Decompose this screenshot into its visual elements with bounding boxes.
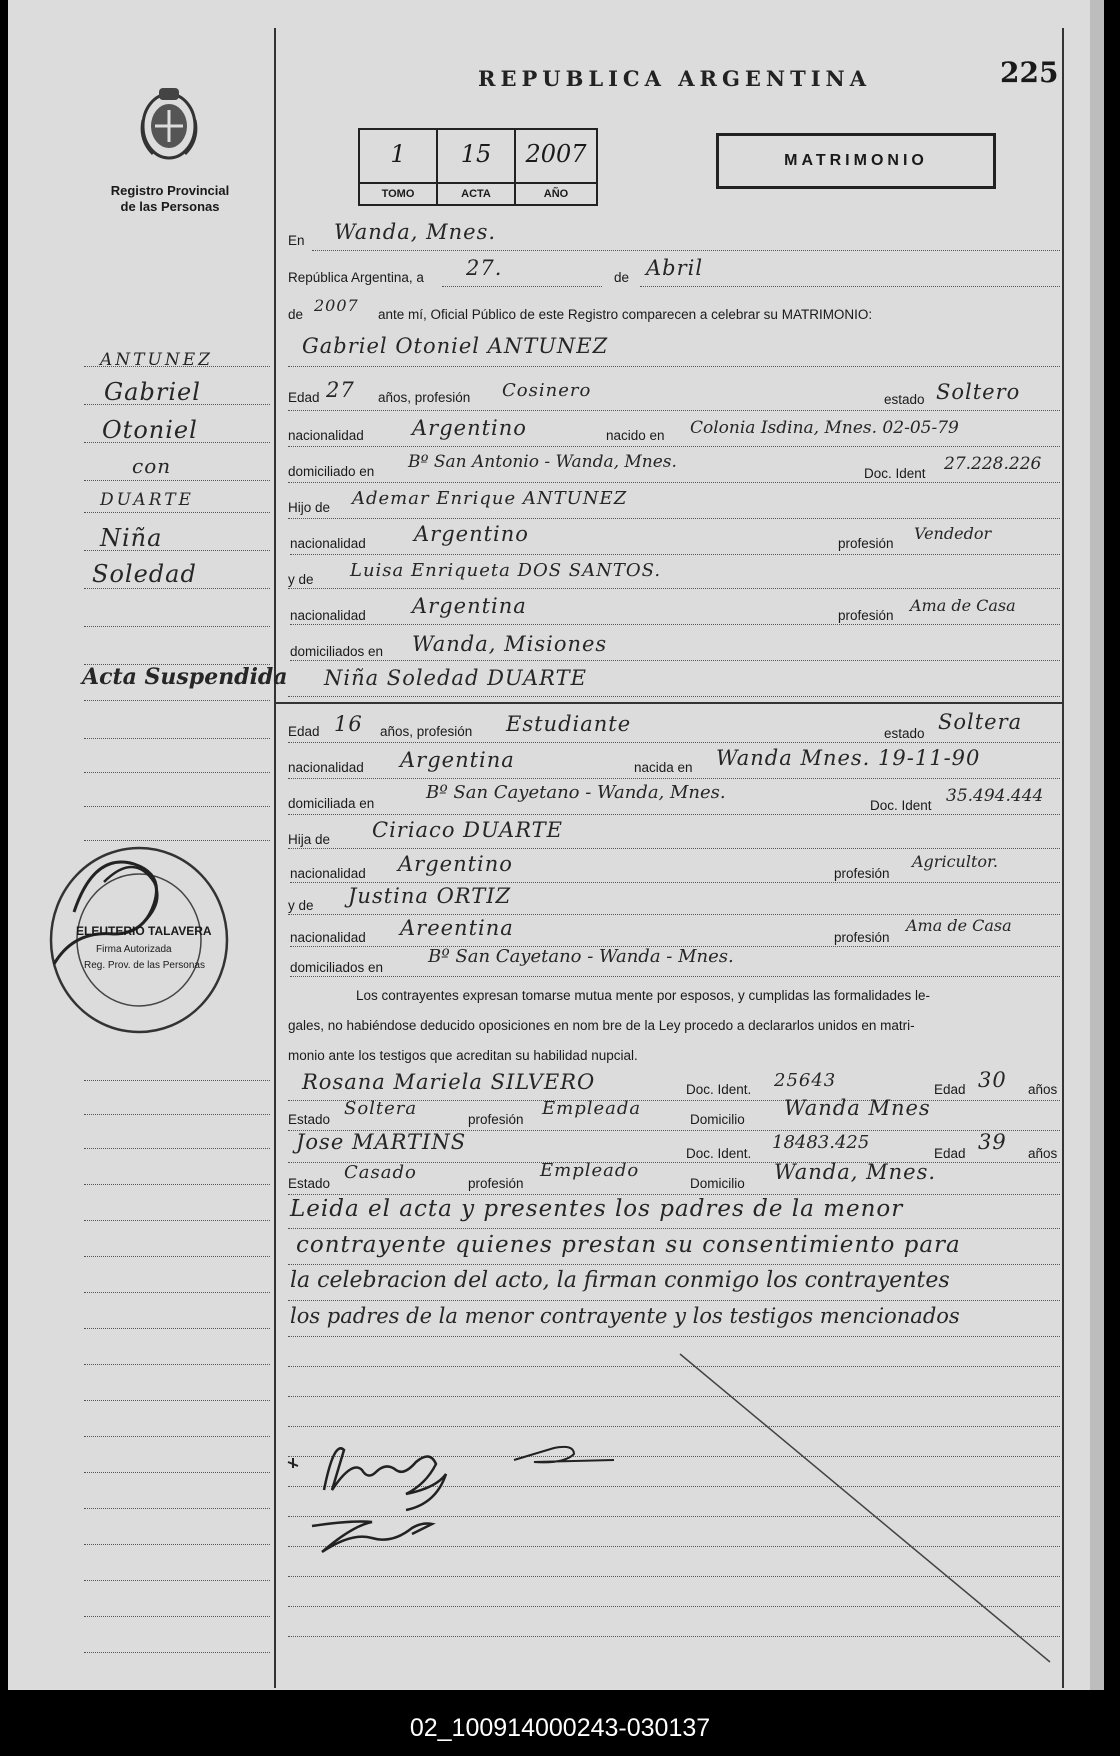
groom-parents-domicile: Wanda, Misiones [412, 632, 608, 656]
cancel-diagonal-line [670, 1350, 1070, 1670]
bride-father-prof-label: profesión [834, 866, 890, 881]
tomo-cell [360, 130, 438, 204]
declaration-line3: monio ante los testigos que acreditan su habilidad nupcial. [288, 1048, 638, 1063]
dotted-line [288, 1194, 1060, 1195]
margin-dotted-line [84, 1148, 270, 1149]
margin-dotted-line [84, 700, 270, 701]
groom-domicile: Bº San Antonio - Wanda, Mnes. [408, 452, 677, 472]
bride-domicile: Bº San Cayetano - Wanda, Mnes. [426, 782, 726, 803]
margin-dotted-line [84, 1364, 270, 1365]
witness1-doc-label: Doc. Ident. [686, 1082, 752, 1097]
bride-nationality: Argentina [400, 748, 515, 772]
bride-parents-dom-label: domiciliados en [290, 960, 384, 975]
dotted-line [640, 286, 1060, 287]
margin-dotted-line [84, 1436, 270, 1437]
margin-dotted-line [84, 738, 270, 739]
witness2-age: 39 [978, 1130, 1007, 1154]
year-value: 2007 [314, 296, 359, 315]
bride-mother: Justina ORTIZ [348, 884, 512, 908]
margin-dotted-line [84, 1080, 270, 1081]
dotted-line [290, 624, 1060, 625]
father-nac-label: nacionalidad [290, 536, 366, 551]
bride-profession: Estudiante [506, 712, 632, 736]
margin-line2: Gabriel [104, 378, 201, 406]
closing-line4: los padres de la menor contrayente y los testigos mencionados [290, 1304, 960, 1328]
official-seal-icon [44, 842, 234, 1038]
bride-anos-profesion-label: años, profesión [380, 724, 473, 739]
declaration-line2: gales, no habiéndose deducido oposiciones en nom bre de la Ley procedo a declararlos unidos en matri- [288, 1018, 915, 1033]
margin-line5: DUARTE [100, 490, 194, 510]
mother-nac-label: nacionalidad [290, 608, 366, 623]
witness2-edad-label: Edad [934, 1146, 966, 1161]
dotted-line [288, 1264, 1060, 1265]
dotted-line [288, 814, 1060, 815]
dotted-line [290, 660, 1060, 661]
margin-line4: con [132, 454, 172, 478]
groom-mother-profession: Ama de Casa [910, 596, 1016, 615]
margin-dotted-line [84, 1544, 270, 1545]
acta-label: ACTA [438, 182, 514, 204]
ano-cell [516, 130, 596, 204]
margin-dotted-line [84, 1292, 270, 1293]
margin-line1: ANTUNEZ [100, 350, 213, 370]
witness2-estado: Casado [344, 1162, 417, 1183]
dotted-line [288, 848, 1060, 849]
bride-yde-label: y de [288, 898, 314, 913]
tomo-value: 1 [390, 140, 406, 168]
witness2-doc-label: Doc. Ident. [686, 1146, 752, 1161]
bride-edad-label: Edad [288, 724, 320, 739]
registry-line1: Registro Provincial [110, 183, 230, 198]
dotted-line [288, 1336, 1060, 1337]
closing-line3: la celebracion del acto, la firman conmigo los contrayentes [290, 1268, 950, 1293]
domiciliado-label: domiciliado en [288, 464, 375, 479]
groom-doc: 27.228.226 [944, 454, 1042, 474]
dotted-line [288, 696, 1060, 697]
bride-doc-label: Doc. Ident [870, 798, 932, 813]
margin-line6: Niña [100, 524, 163, 552]
margin-dotted-line [84, 1508, 270, 1509]
margin-dotted-line [84, 1184, 270, 1185]
scan-id: 02_100914000243-030137 [409, 1714, 711, 1742]
witness1-estado: Soltera [344, 1098, 418, 1119]
witness1-age: 30 [978, 1068, 1007, 1092]
page-edge [1090, 0, 1104, 1690]
groom-name: Gabriel Otoniel ANTUNEZ [302, 334, 609, 358]
page-number: 225 [1000, 56, 1059, 89]
closing-line2: contrayente quienes prestan su consentimiento para [296, 1232, 961, 1258]
witness1-estado-label: Estado [288, 1112, 331, 1127]
groom-age: 27 [326, 378, 355, 402]
closing-line1: Leida el acta y presentes los padres de la menor [290, 1196, 904, 1222]
groom-estado: Soltero [936, 380, 1021, 404]
nacionalidad-label: nacionalidad [288, 428, 364, 443]
dotted-line [288, 1300, 1060, 1301]
witness2-doc: 18483.425 [772, 1132, 870, 1153]
dotted-line [290, 554, 1060, 555]
groom-father-nationality: Argentino [414, 522, 529, 546]
witness1-domicile: Wanda Mnes [784, 1096, 931, 1120]
groom-mother: Luisa Enriqueta DOS SANTOS. [350, 560, 662, 581]
dotted-line [288, 1228, 1060, 1229]
father-prof-label: profesión [838, 536, 894, 551]
margin-note: Acta Suspendida [82, 664, 288, 690]
coat-of-arms-icon [137, 80, 201, 162]
signature-icon [284, 1430, 644, 1570]
seal-name: ELEUTERIO TALAVERA [76, 924, 212, 938]
seal-line3: Reg. Prov. de las Personas [84, 960, 205, 971]
dotted-line [290, 882, 1060, 883]
dotted-line [288, 588, 1060, 589]
dotted-line [312, 250, 1060, 251]
section-divider [276, 702, 1062, 704]
de-label: de [614, 270, 630, 285]
witness2-name: Jose MARTINS [296, 1130, 467, 1154]
dotted-line [288, 446, 1060, 447]
en-label: En [288, 233, 305, 248]
margin-line7: Soledad [92, 560, 197, 588]
anos-profesion-label: años, profesión [378, 390, 471, 405]
bride-age: 16 [334, 712, 363, 736]
margin-dotted-line [84, 1256, 270, 1257]
margin-dotted-line [84, 772, 270, 773]
bride-doc: 35.494.444 [946, 786, 1044, 806]
witness1-edad-label: Edad [934, 1082, 966, 1097]
dotted-line [288, 410, 1060, 411]
margin-dotted-line [84, 1220, 270, 1221]
doc-label: Doc. Ident [864, 466, 926, 481]
record-number-box [358, 128, 598, 206]
mother-prof-label: profesión [838, 608, 894, 623]
record-type: MATRIMONIO [716, 133, 996, 189]
registry-name [100, 183, 240, 215]
seal-line2: Firma Autorizada [96, 944, 172, 955]
groom-profession: Cosinero [502, 380, 592, 401]
witness2-prof-label: profesión [468, 1176, 524, 1191]
margin-dotted-line [84, 626, 270, 627]
witness1-dom-label: Domicilio [690, 1112, 745, 1127]
dotted-line [288, 518, 1060, 519]
estado-label: estado [884, 392, 925, 407]
margin-dotted-line [84, 1472, 270, 1473]
bride-mother-prof-label: profesión [834, 930, 890, 945]
margin-dotted-line [84, 588, 270, 589]
dotted-line [288, 914, 1060, 915]
groom-father: Ademar Enrique ANTUNEZ [352, 488, 628, 509]
hija-label: Hija de [288, 832, 331, 847]
witness2-profession: Empleado [540, 1160, 640, 1181]
declaration-line1: Los contrayentes expresan tomarse mutua mente por esposos, y cumplidas las formalidades le- [356, 988, 931, 1003]
acta-value: 15 [460, 140, 492, 168]
bride-birth: Wanda Mnes. 19-11-90 [716, 746, 981, 770]
margin-dotted-line [84, 1114, 270, 1115]
margin-dotted-line [84, 1580, 270, 1581]
bride-estado: Soltera [938, 710, 1023, 734]
margin-dotted-line [84, 480, 270, 481]
margin-dotted-line [84, 1652, 270, 1653]
bride-name: Niña Soledad DUARTE [324, 666, 587, 690]
nacido-label: nacido en [606, 428, 665, 443]
edad-label: Edad [288, 390, 320, 405]
bride-nac-label: nacionalidad [288, 760, 364, 775]
witness2-dom-label: Domicilio [690, 1176, 745, 1191]
groom-mother-nationality: Argentina [412, 594, 527, 618]
dotted-line [442, 286, 602, 287]
margin-line3: Otoniel [102, 416, 198, 444]
witness1-prof-label: profesión [468, 1112, 524, 1127]
country-title: REPUBLICA ARGENTINA [478, 66, 872, 91]
place-value: Wanda, Mnes. [334, 220, 497, 244]
groom-nationality: Argentino [412, 416, 527, 440]
dotted-line [288, 366, 1060, 367]
margin-dotted-line [84, 1616, 270, 1617]
bride-mother-profession: Ama de Casa [906, 916, 1012, 935]
day-value: 27. [466, 256, 503, 280]
ano-value: 2007 [525, 140, 587, 168]
month-value: Abril [646, 256, 704, 280]
ano-label: AÑO [516, 182, 596, 204]
parents-dom-label: domiciliados en [290, 644, 384, 659]
hijo-label: Hijo de [288, 500, 331, 515]
witness1-profession: Empleada [542, 1098, 642, 1119]
bride-estado-label: estado [884, 726, 925, 741]
margin-dotted-line [84, 840, 270, 841]
witness1-doc: 25643 [774, 1070, 837, 1091]
republica-label: República Argentina, a [288, 270, 424, 285]
witness2-estado-label: Estado [288, 1176, 331, 1191]
bride-father-nationality: Argentino [398, 852, 513, 876]
de2-label: de [288, 307, 304, 322]
margin-dotted-line [84, 1328, 270, 1329]
bride-parents-domicile: Bº San Cayetano - Wanda - Mnes. [428, 946, 734, 967]
dotted-line [288, 482, 1060, 483]
witness1-name: Rosana Mariela SILVERO [302, 1070, 596, 1094]
bride-nacida-label: nacida en [634, 760, 693, 775]
margin-divider [274, 28, 276, 1688]
margin-dotted-line [84, 512, 270, 513]
bride-domiciliada-label: domiciliada en [288, 796, 375, 811]
witness2-domicile: Wanda, Mnes. [774, 1160, 937, 1184]
groom-birth: Colonia Isdina, Mnes. 02-05-79 [690, 418, 959, 438]
bride-mother-nationality: Areentina [400, 916, 514, 940]
intro-text: ante mí, Oficial Público de este Registro comparecen a celebrar su MATRIMONIO: [378, 307, 873, 322]
margin-dotted-line [84, 806, 270, 807]
dotted-line [290, 976, 1060, 977]
acta-cell [438, 130, 516, 204]
registry-line2: de las Personas [120, 199, 220, 214]
dotted-line [288, 778, 1060, 779]
bride-father: Ciriaco DUARTE [372, 818, 563, 842]
dotted-line [288, 742, 1060, 743]
tomo-label: TOMO [360, 182, 436, 204]
groom-father-profession: Vendedor [914, 524, 992, 543]
bride-father-nac-label: nacionalidad [290, 866, 366, 881]
bride-father-profession: Agricultor. [912, 852, 998, 871]
witness2-anos-label: años [1028, 1146, 1058, 1161]
yde-label: y de [288, 572, 314, 587]
witness1-anos-label: años [1028, 1082, 1058, 1097]
margin-dotted-line [84, 1400, 270, 1401]
bride-mother-nac-label: nacionalidad [290, 930, 366, 945]
